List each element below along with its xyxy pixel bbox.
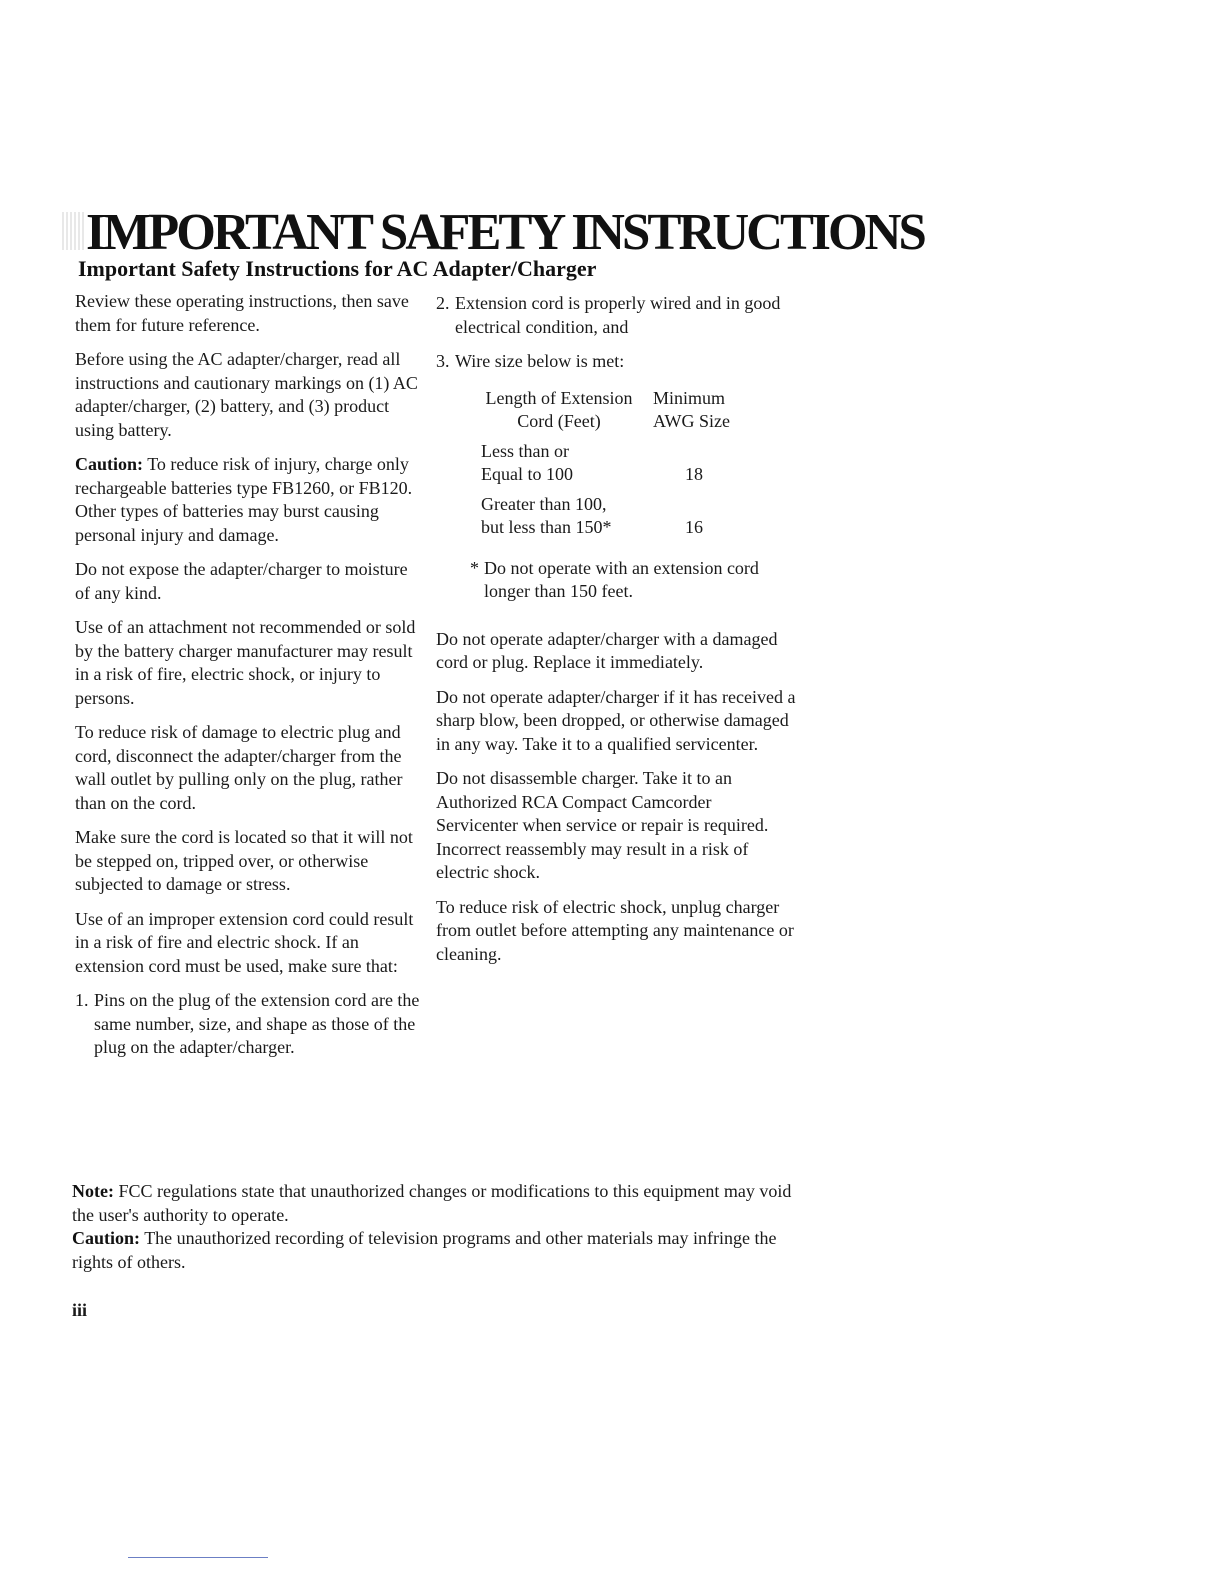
moisture-paragraph: Do not expose the adapter/charger to moisture of any kind. [75,559,408,603]
list-text: Extension cord is properly wired and in good electrical condition, and [455,293,781,337]
wire-size-table [469,387,753,540]
left-column [75,290,425,1071]
list-item-2 [436,292,796,339]
caution-battery-text: To reduce risk of injury, charge only rechargeable batteries type FB1260, or FB120. Other types of batteries may burst causing personal injury and damage. [75,454,413,545]
page-banner-title: IMPORTANT SAFETY INSTRUCTIONS [86,204,924,261]
review-instructions-paragraph: Review these operating instructions, then save them for future reference. [75,291,409,335]
before-using-paragraph: Before using the AC adapter/charger, read all instructions and cautionary markings on (1) AC adapter/charger, (2) battery, and (3) product using battery. [75,349,418,440]
list-number: 2. [436,293,450,313]
table-footnote [470,557,796,604]
length-cell: Greater than 100, but less than 150* [481,493,612,537]
cord-location-paragraph: Make sure the cord is located so that it will not be stepped on, tripped over, or otherwise subjected to damage or stress. [75,827,413,894]
caution-battery-paragraph [75,453,425,547]
page-number: iii [72,1300,88,1320]
fcc-note [72,1180,792,1227]
list-text: Pins on the plug of the extension cord are the same number, size, and shape as those of the plug on the adapter/charger. [94,990,420,1057]
sharp-blow-paragraph: Do not operate adapter/charger if it has received a sharp blow, been dropped, or otherwise damaged in any way. Take it to a qualified servicenter. [436,686,796,754]
list-text: Wire size below is met: [455,351,625,371]
note-label: Note: [72,1181,114,1201]
caution-label: Caution: [72,1228,141,1248]
list-number: 3. [436,351,450,371]
unplug-paragraph: To reduce risk of electric shock, unplug charger from outlet before attempting any maintenance or cleaning. [436,896,794,964]
awg-cell: 16 [685,517,703,537]
bottom-notes [72,1180,792,1274]
footer-rule [128,1557,268,1558]
list-item-3 [436,350,796,374]
note-text: FCC regulations state that unauthorized changes or modifications to this equipment may void the user's authority to operate. [72,1181,792,1225]
header-length: Length of Extension Cord (Feet) [485,387,633,431]
caution-text: The unauthorized recording of television programs and other materials may infringe the rights of others. [72,1228,777,1272]
list-number: 1. [75,990,89,1010]
footnote-star: * [470,557,479,578]
scan-smudge [62,212,84,250]
list-item-1 [75,989,425,1060]
table-row [469,487,753,540]
extension-cord-paragraph: Use of an improper extension cord could result in a risk of fire and electric shock. If an extension cord must be used, make sure that: [75,908,414,976]
footnote-text: Do not operate with an extension cord longer than 150 feet. [484,557,759,601]
disassemble-paragraph: Do not disassemble charger. Take it to an Authorized RCA Compact Camcorder Servicenter when service or repair is required. Incorrect reassembly may result in a risk of electric shock. [436,768,769,882]
damaged-cord-paragraph: Do not operate adapter/charger with a damaged cord or plug. Replace it immediately. [436,628,778,672]
table-header-row [469,387,753,434]
awg-cell: 18 [685,464,703,484]
header-awg: Minimum AWG Size [653,387,731,431]
length-cell: Less than or Equal to 100 [481,440,573,484]
caution-label: Caution: [75,454,144,474]
section-subtitle: Important Safety Instructions for AC Adapter/Charger [78,256,597,281]
right-column [436,292,796,977]
recording-caution [72,1227,792,1274]
attachment-paragraph: Use of an attachment not recommended or sold by the battery charger manufacturer may result in a risk of fire, electric shock, or injury to persons. [75,617,416,708]
table-row [469,434,753,487]
plug-cord-paragraph: To reduce risk of damage to electric plug and cord, disconnect the adapter/charger from the wall outlet by pulling only on the plug, rather than on the cord. [75,722,403,813]
